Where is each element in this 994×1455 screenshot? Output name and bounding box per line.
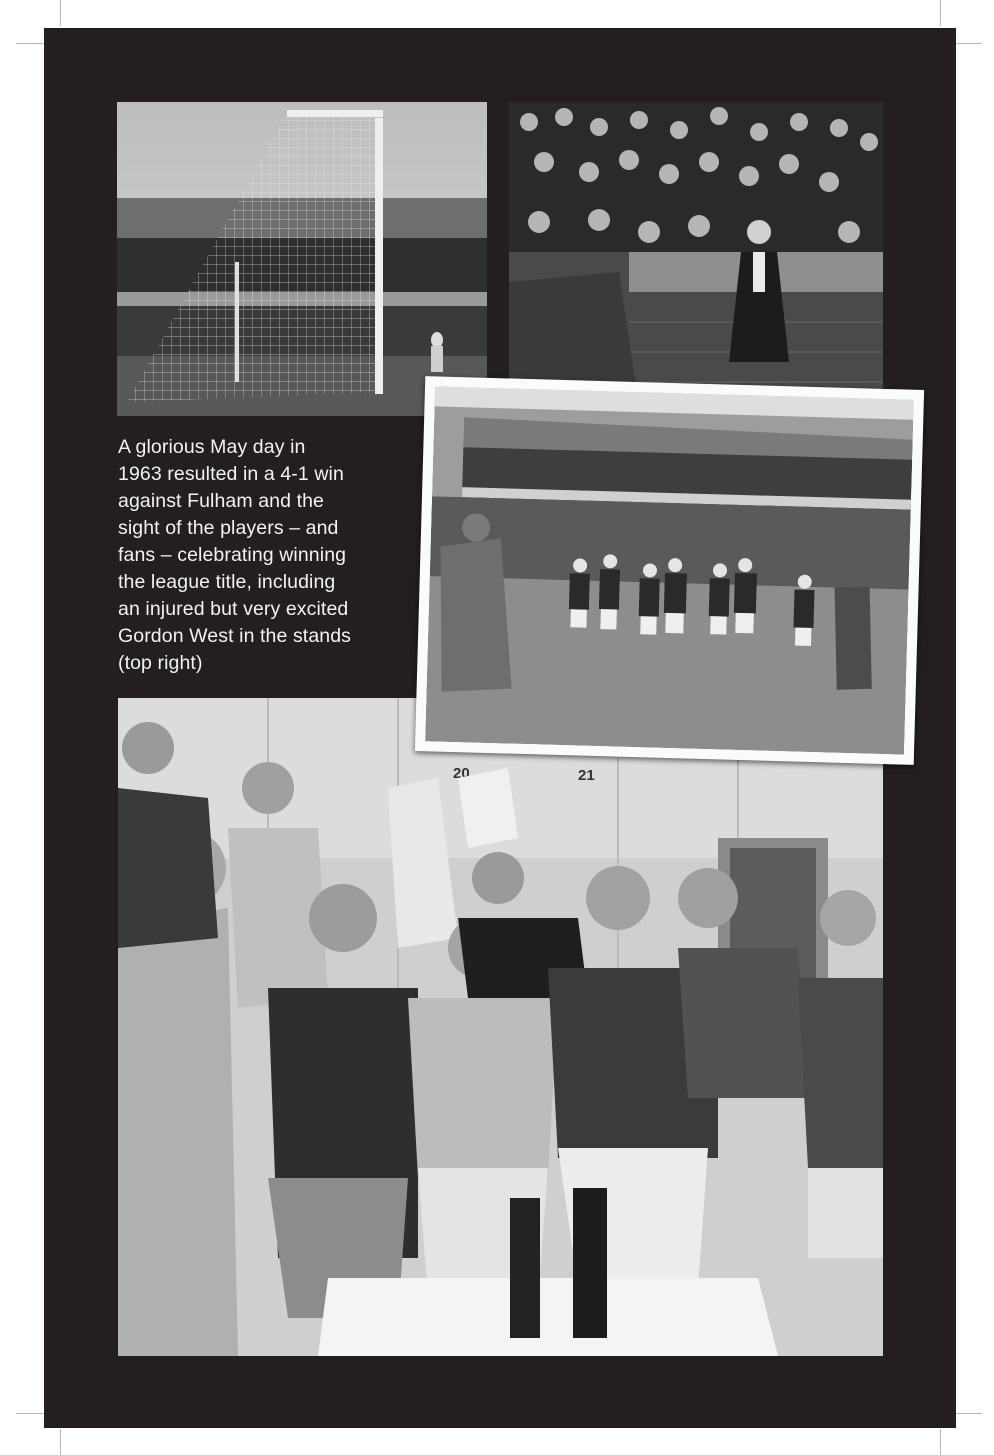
- crop-mark: [16, 1413, 44, 1414]
- caption-line: (top right): [118, 652, 203, 674]
- crop-mark: [16, 43, 44, 44]
- crop-mark: [60, 1429, 61, 1455]
- crop-mark: [954, 1413, 982, 1414]
- crop-mark: [60, 0, 61, 26]
- caption-line: A glorious May day in: [118, 436, 306, 458]
- caption-line: an injured but very excited: [118, 598, 349, 620]
- photo-caption: [118, 434, 408, 677]
- photo-players-on-pitch: [415, 376, 924, 765]
- photo-crowd-celebration: [509, 102, 883, 406]
- caption-line: 1963 resulted in a 4-1 win: [118, 463, 344, 485]
- caption-line: the league title, including: [118, 571, 336, 593]
- crop-mark: [940, 0, 941, 26]
- black-page-panel: [44, 28, 956, 1428]
- caption-line: sight of the players – and: [118, 517, 339, 539]
- caption-line: fans – celebrating winning: [118, 544, 347, 566]
- caption-line: Gordon West in the stands: [118, 625, 352, 647]
- peg-number: 21: [578, 767, 595, 784]
- photo-goalmouth: [117, 102, 487, 416]
- crop-mark: [954, 43, 982, 44]
- crop-mark: [940, 1429, 941, 1455]
- peg-number: 20: [453, 765, 470, 782]
- caption-line: against Fulham and the: [118, 490, 324, 512]
- photo-dressing-room: [118, 698, 883, 1356]
